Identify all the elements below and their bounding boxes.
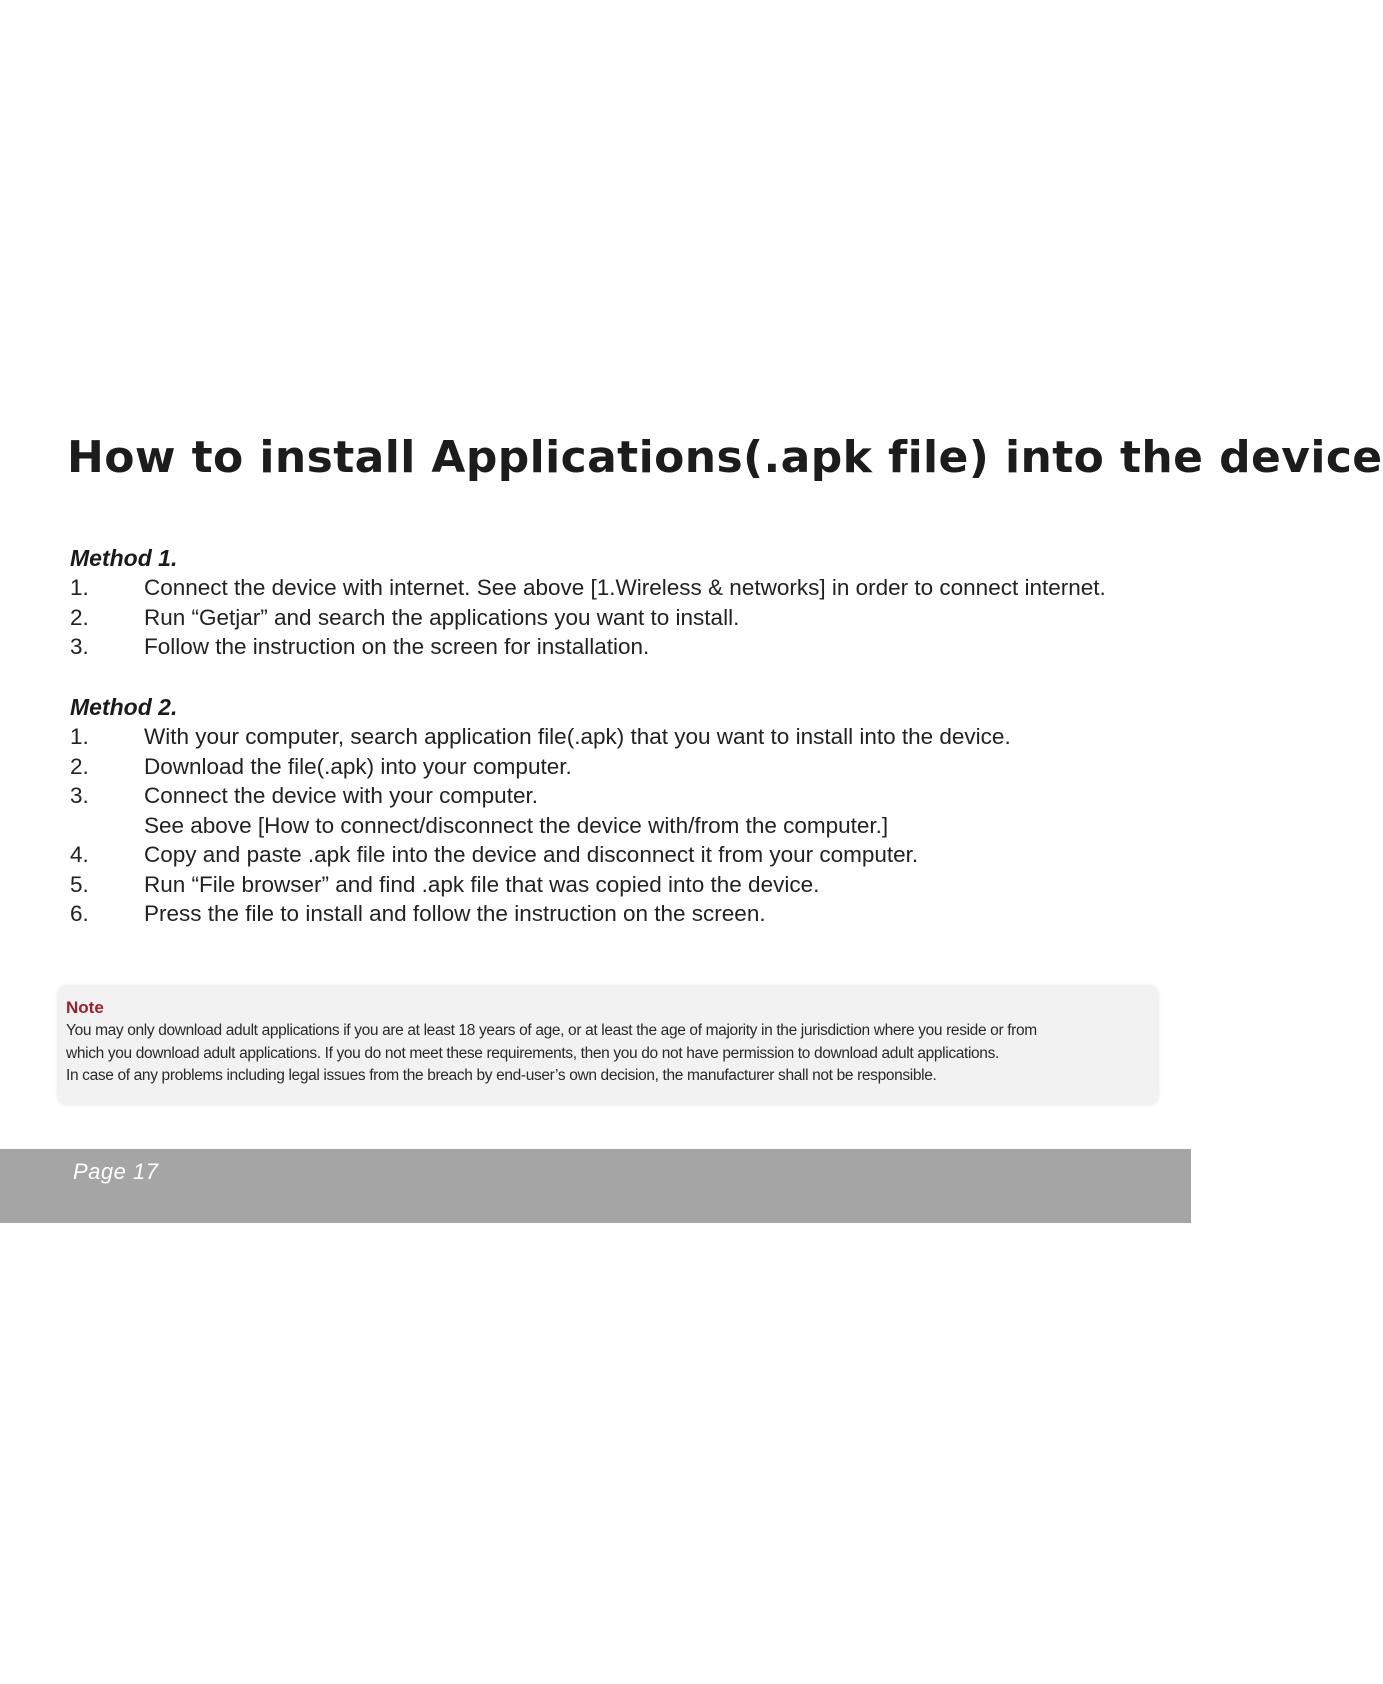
list-item [70,899,1160,929]
step-text: Connect the device with internet. See above [1.Wireless & networks] in order to connect internet. [144,575,1106,600]
list-item [70,632,1160,662]
step-number: 4. [70,842,89,867]
step-text: Download the file(.apk) into your computer. [144,753,572,779]
list-item [70,603,1160,633]
step-text: Press the file to install and follow the instruction on the screen. [144,901,766,926]
list-item [70,870,1160,900]
step-subtext: See above [How to connect/disconnect the device with/from the computer.] [144,812,889,838]
note-title: Note [66,998,104,1017]
step-number: 3. [70,634,89,659]
step-number: 3. [70,783,89,808]
list-item [70,840,1160,870]
step-text: Copy and paste .apk file into the device and disconnect it from your computer. [144,842,919,867]
step-number: 2. [70,604,89,630]
method-1-heading: Method 1. [70,545,178,571]
note-line: which you download adult applications. If you do not meet these requirements, then you do not have permission to download adult applications. [66,1044,999,1062]
step-text: With your computer, search application file(.apk) that you want to install into the device. [144,724,1011,749]
step-text: Connect the device with your computer. [144,783,538,808]
step-number: 2. [70,753,89,779]
step-text: Run “File browser” and find .apk file that was copied into the device. [144,871,820,897]
note-text [66,1020,1156,1088]
method-2-heading: Method 2. [70,694,178,720]
page-number: Page 17 [73,1159,159,1184]
list-item [70,573,1160,603]
list-item [70,752,1160,782]
note-line: You may only download adult applications if you are at least 18 years of age, or at least the age of majority in the jurisdiction where you reside or from [66,1022,1037,1039]
step-text: Follow the instruction on the screen for installation. [144,634,650,659]
note-line: In case of any problems including legal issues from the breach by end-user’s own decision, the manufacturer shall not be responsible. [66,1067,937,1084]
step-number: 1. [70,724,89,749]
step-text: Run “Getjar” and search the applications you want to install. [144,604,740,630]
footer-bar [0,1149,1191,1223]
list-item [70,722,1160,752]
method-2-section [70,692,1160,929]
step-number: 5. [70,871,89,897]
note-box [58,986,1158,1104]
list-item [70,781,1160,840]
step-number: 6. [70,901,89,926]
method-1-section [70,543,1160,662]
page-title: How to install Applications(.apk file) into the device [67,432,1383,483]
step-number: 1. [70,575,89,600]
